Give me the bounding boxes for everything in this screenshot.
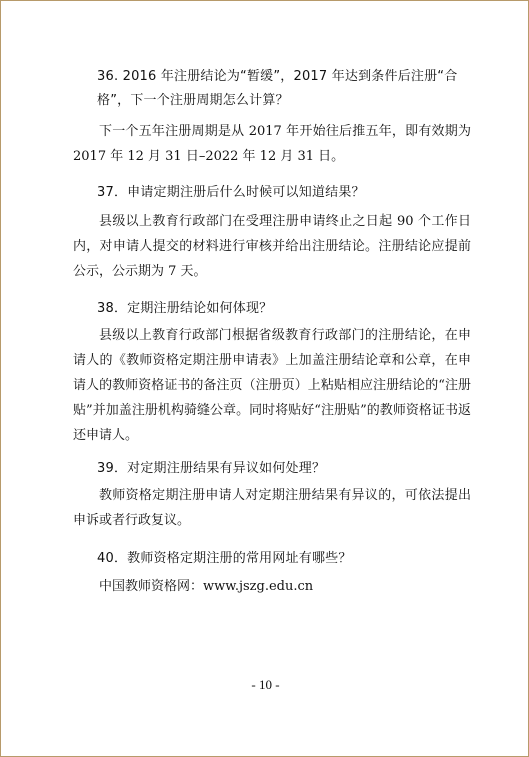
question-heading: 38．定期注册结论如何体现？ xyxy=(97,301,273,316)
question-heading: 36. 2016 年注册结论为“暂缓”，2017 年达到条件后注册“合格”，下一个注册周期怎么计算？ xyxy=(97,69,458,108)
answer-paragraph: 县级以上教育行政部门根据省级教育行政部门的注册结论，在申请人的《教师资格定期注册申请表》上加盖注册结论章和公章，在申请人的教师资格证书的备注页（注册页）上粘贴相应注册结论的“注册贴”并加盖注册机构骑缝公章。同时将贴好“注册贴”的教师资格证书返还申请人。 xyxy=(73,328,471,443)
answer-paragraph: 教师资格定期注册申请人对定期注册结果有异议的，可依法提出申诉或者行政复议。 xyxy=(73,488,471,528)
question-heading: 40．教师资格定期注册的常用网址有哪些？ xyxy=(97,551,352,566)
page-number: - 10 - xyxy=(251,677,280,692)
answer-paragraph: 中国教师资格网：www.jszg.edu.cn xyxy=(99,579,314,594)
answer-paragraph: 下一个五年注册周期是从 2017 年开始往后推五年，即有效期为 2017 年 12 月 31 日–2022 年 12 月 31 日。 xyxy=(73,124,471,164)
answer-paragraph: 县级以上教育行政部门在受理注册申请终止之日起 90 个工作日内，对申请人提交的材料进行审核并给出注册结论。注册结论应提前公示，公示期为 7 天。 xyxy=(73,214,471,279)
question-heading: 39．对定期注册结果有异议如何处理？ xyxy=(97,461,326,476)
question-heading: 37．申请定期注册后什么时候可以知道结果？ xyxy=(97,185,365,200)
